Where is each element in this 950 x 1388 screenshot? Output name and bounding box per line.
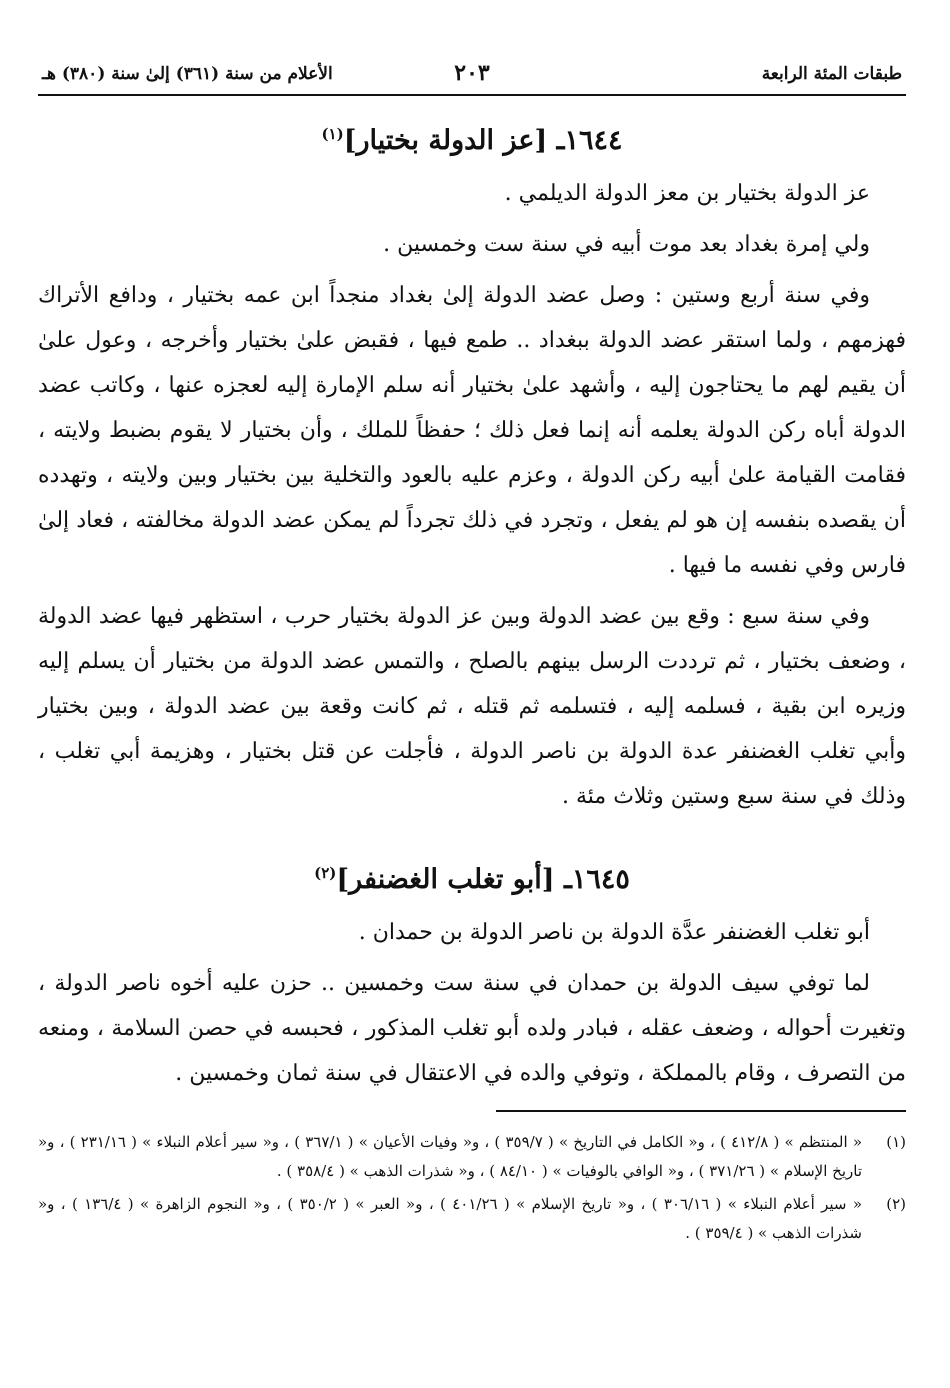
entry-title <box>38 114 906 161</box>
footnote-divider <box>496 1110 906 1112</box>
header-year-range: الأعلام من سنة (٣٦١) إلىٰ سنة (٣٨٠) هـ <box>42 64 333 84</box>
footnote-number: (١) <box>886 1133 906 1151</box>
footnotes <box>38 1128 906 1248</box>
footnote-item <box>38 1128 906 1186</box>
paragraph: لما توفي سيف الدولة بن حمدان في سنة ست وخمسين .. حزن عليه أخوه ناصر الدولة ، وتغيرت أحواله ، وضعف عقله ، فبادر ولده أبو تغلب المذكور ، فحبسه في حصن السلامة ، ومنعه من التصرف ، وقام بالمملكة ، وتوفي والده في الاعتقال في سنة ثمان وخمسين . <box>38 971 906 1086</box>
paragraph: وفي سنة سبع : وقع بين عضد الدولة وبين عز الدولة بختيار حرب ، استظهر فيها عضد الدولة ، وضعف بختيار ، ثم ترددت الرسل بينهم بالصلح ، والتمس عضد الدولة من بختيار أن يسلم إليه وزيره ابن بقية ، فسلمه إليه ، فتسلمه ثم قتله ، ثم كانت وقعة بين عضد الدولة ، وبين بختيار وأبي تغلب الغضنفر عدة الدولة بن ناصر الدولة ، فأجلت عن قتل بختيار ، وهزيمة أبي تغلب ، وذلك في سنة سبع وستين وثلاث مئة . <box>38 604 906 809</box>
footnote-ref: (٢) <box>314 864 337 882</box>
book-page <box>38 50 906 1252</box>
entry-title-text: ١٦٤٥ـ [أبو تغلب الغضنفر] <box>336 864 630 895</box>
paragraph: وفي سنة أربع وستين : وصل عضد الدولة إلىٰ بغداد منجداً ابن عمه بختيار ، ودافع الأتراك فهزمهم ، ولما استقر عضد الدولة ببغداد .. طمع فيها ، فقبض علىٰ بختيار وأخرجه ، وعول علىٰ أن يقيم لهم ما يحتاجون إليه ، وأشهد علىٰ بختيار أنه سلم الإمارة إليه لعجزه عنها ، وكاتب عضد الدولة أباه ركن الدولة يعلمه أنه إنما فعل ذلك ؛ حفظاً للملك ، وأن بختيار لا يقوم بضبط ولايته ، فقامت القيامة علىٰ أبيه ركن الدولة ، وعزم عليه بالعود والتخلية بين بختيار وبين ولايته ، وتهدده أن يقصده بنفسه إن هو لم يفعل ، وتجرد في ذلك تجرداً لم يمكن عضد الدولة مخالفته ، فعاد إلىٰ فارس وفي نفسه ما فيها . <box>38 283 906 578</box>
entry-1645 <box>38 853 906 1096</box>
footnote-ref: (١) <box>321 125 344 143</box>
entry-title <box>38 853 906 900</box>
footnote-text: « سير أعلام النبلاء » ( ٣٠٦/١٦ ) ، و« تاريخ الإسلام » ( ٤٠١/٢٦ ) ، و« العبر » ( ٣٥٠/٢ ) ، و« النجوم الزاهرة » ( ١٣٦/٤ ) ، و« شذرات الذهب » ( ٣٥٩/٤ ) . <box>38 1195 863 1242</box>
header-page-number: ٢٠٣ <box>454 60 490 86</box>
entry-1644 <box>38 114 906 819</box>
running-header <box>38 50 906 96</box>
paragraph: ولي إمرة بغداد بعد موت أبيه في سنة ست وخمسين . <box>383 232 870 257</box>
paragraph: عز الدولة بختيار بن معز الدولة الديلمي . <box>504 181 870 206</box>
header-book-section: طبقات المئة الرابعة <box>761 64 902 84</box>
footnote-item <box>38 1190 906 1248</box>
footnote-text: « المنتظم » ( ٤١٢/٨ ) ، و« الكامل في التاريخ » ( ٣٥٩/٧ ) ، و« وفيات الأعيان » ( ٣٦٧/١ ) ، و« سير أعلام النبلاء » ( ٢٣١/١٦ ) ، و« تاريخ الإسلام » ( ٣٧١/٢٦ ) ، و« الوافي بالوفيات » ( ٨٤/١٠ ) ، و« شذرات الذهب » ( ٣٥٨/٤ ) . <box>38 1133 862 1180</box>
footnote-number: (٢) <box>886 1195 906 1213</box>
entry-title-text: ١٦٤٤ـ [عز الدولة بختيار] <box>343 125 623 156</box>
paragraph: أبو تغلب الغضنفر عدَّة الدولة بن ناصر الدولة بن حمدان . <box>358 920 870 945</box>
